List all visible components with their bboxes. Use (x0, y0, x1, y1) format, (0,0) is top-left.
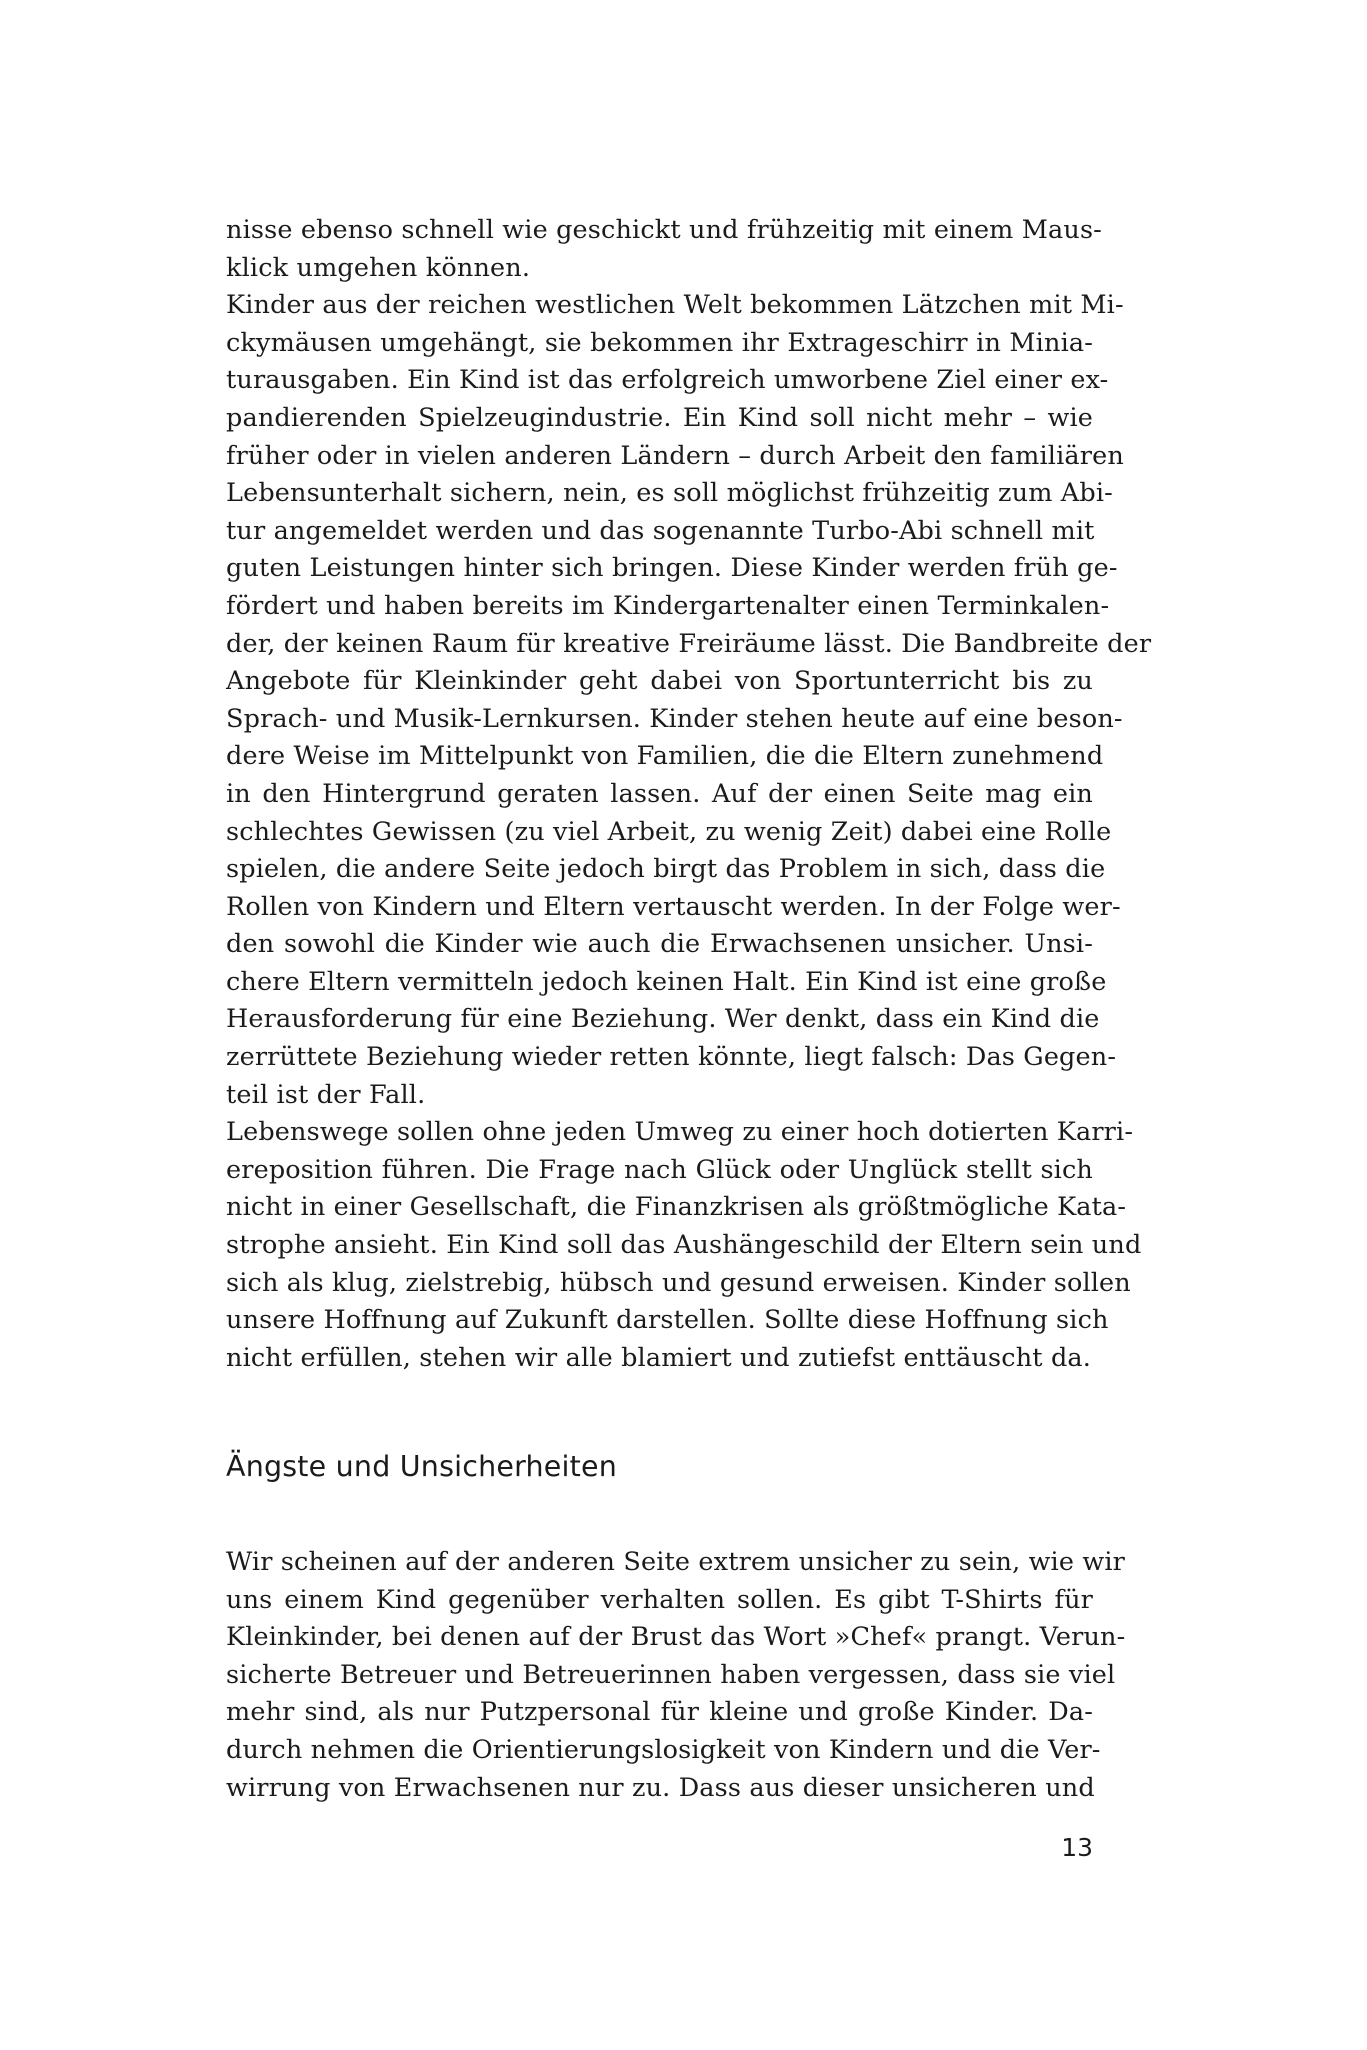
text-line: chere Eltern vermitteln jedoch keinen Halt. Ein Kind ist eine große (226, 966, 1107, 997)
text-line: sicherte Betreuer und Betreuerinnen haben vergessen, dass sie viel (226, 1659, 1116, 1690)
paragraph (226, 1544, 1126, 1807)
text-line: ckymäusen umgehängt, sie bekommen ihr Extrageschirr in Minia- (226, 327, 1093, 358)
text-line: wirrung von Erwachsenen nur zu. Dass aus dieser unsicheren und (226, 1772, 1095, 1803)
text-line: früher oder in vielen anderen Ländern – durch Arbeit den familiären (226, 440, 1124, 471)
page-number: 13 (1061, 1833, 1093, 1862)
text-line: spielen, die andere Seite jedoch birgt das Problem in sich, dass die (226, 854, 1106, 885)
body-text-bottom (226, 1544, 1126, 1807)
text-line: nicht erfüllen, stehen wir alle blamiert und zutiefst enttäuscht da. (226, 1342, 1092, 1373)
text-line: fördert und haben bereits im Kindergartenalter einen Terminkalen- (226, 590, 1110, 621)
paragraph (226, 212, 1102, 287)
text-line: Kinder aus der reichen westlichen Welt bekommen Lätzchen mit Mi- (226, 290, 1124, 321)
text-line: in den Hintergrund geraten lassen. Auf der einen Seite mag ein (226, 778, 1093, 809)
text-line: turausgaben. Ein Kind ist das erfolgreich umworbene Ziel einer ex- (226, 365, 1109, 396)
text-line: klick umgehen können. (226, 252, 531, 283)
text-line: ereposition führen. Die Frage nach Glück oder Unglück stellt sich (226, 1154, 1093, 1185)
text-line: pandierenden Spielzeugindustrie. Ein Kind soll nicht mehr – wie (226, 402, 1093, 433)
text-line: teil ist der Fall. (226, 1079, 426, 1110)
text-line: tur angemeldet werden und das sogenannte Turbo-Abi schnell mit (226, 515, 1095, 546)
text-line: durch nehmen die Orientierungslosigkeit von Kindern und die Ver- (226, 1734, 1101, 1765)
paragraph (226, 1114, 1142, 1377)
text-line: Rollen von Kindern und Eltern vertauscht werden. In der Folge wer- (226, 891, 1121, 922)
section-heading: Ängste und Unsicherheiten (226, 1450, 618, 1483)
text-line: den sowohl die Kinder wie auch die Erwachsenen unsicher. Unsi- (226, 929, 1093, 960)
text-line: der, der keinen Raum für kreative Freiräume lässt. Die Bandbreite der (226, 628, 1152, 659)
text-line: zerrüttete Beziehung wieder retten könnte, liegt falsch: Das Gegen- (226, 1042, 1117, 1073)
text-line: Lebensunterhalt sichern, nein, es soll möglichst frühzeitig zum Abi- (226, 478, 1113, 509)
text-line: schlechtes Gewissen (zu viel Arbeit, zu wenig Zeit) dabei eine Rolle (226, 816, 1112, 847)
text-line: uns einem Kind gegenüber verhalten sollen. Es gibt T-Shirts für (226, 1584, 1093, 1615)
text-line: Lebenswege sollen ohne jeden Umweg zu einer hoch dotierten Karri- (226, 1117, 1134, 1148)
text-line: dere Weise im Mittelpunkt von Familien, die die Eltern zunehmend (226, 741, 1104, 772)
text-line: unsere Hoffnung auf Zukunft darstellen. Sollte diese Hoffnung sich (226, 1305, 1109, 1336)
body-text-top (226, 212, 1152, 1377)
text-line: Angebote für Kleinkinder geht dabei von Sportunterricht bis zu (226, 666, 1093, 697)
text-line: mehr sind, als nur Putzpersonal für kleine und große Kinder. Da- (226, 1697, 1093, 1728)
text-line: nisse ebenso schnell wie geschickt und frühzeitig mit einem Maus- (226, 215, 1102, 245)
text-line: Sprach- und Musik-Lernkursen. Kinder stehen heute auf eine beson- (226, 703, 1123, 734)
text-line: sich als klug, zielstrebig, hübsch und gesund erweisen. Kinder sollen (226, 1267, 1131, 1298)
text-line: strophe ansieht. Ein Kind soll das Aushängeschild der Eltern sein und (226, 1230, 1142, 1261)
text-line: Herausforderung für eine Beziehung. Wer denkt, dass ein Kind die (226, 1004, 1100, 1035)
text-line: Kleinkinder, bei denen auf der Brust das Wort »Chef« prangt. Verun- (226, 1622, 1126, 1653)
text-line: nicht in einer Gesellschaft, die Finanzkrisen als größtmögliche Kata- (226, 1192, 1127, 1223)
text-line: guten Leistungen hinter sich bringen. Diese Kinder werden früh ge- (226, 553, 1118, 584)
paragraph (226, 287, 1152, 1114)
text-line: Wir scheinen auf der anderen Seite extrem unsicher zu sein, wie wir (226, 1547, 1125, 1577)
